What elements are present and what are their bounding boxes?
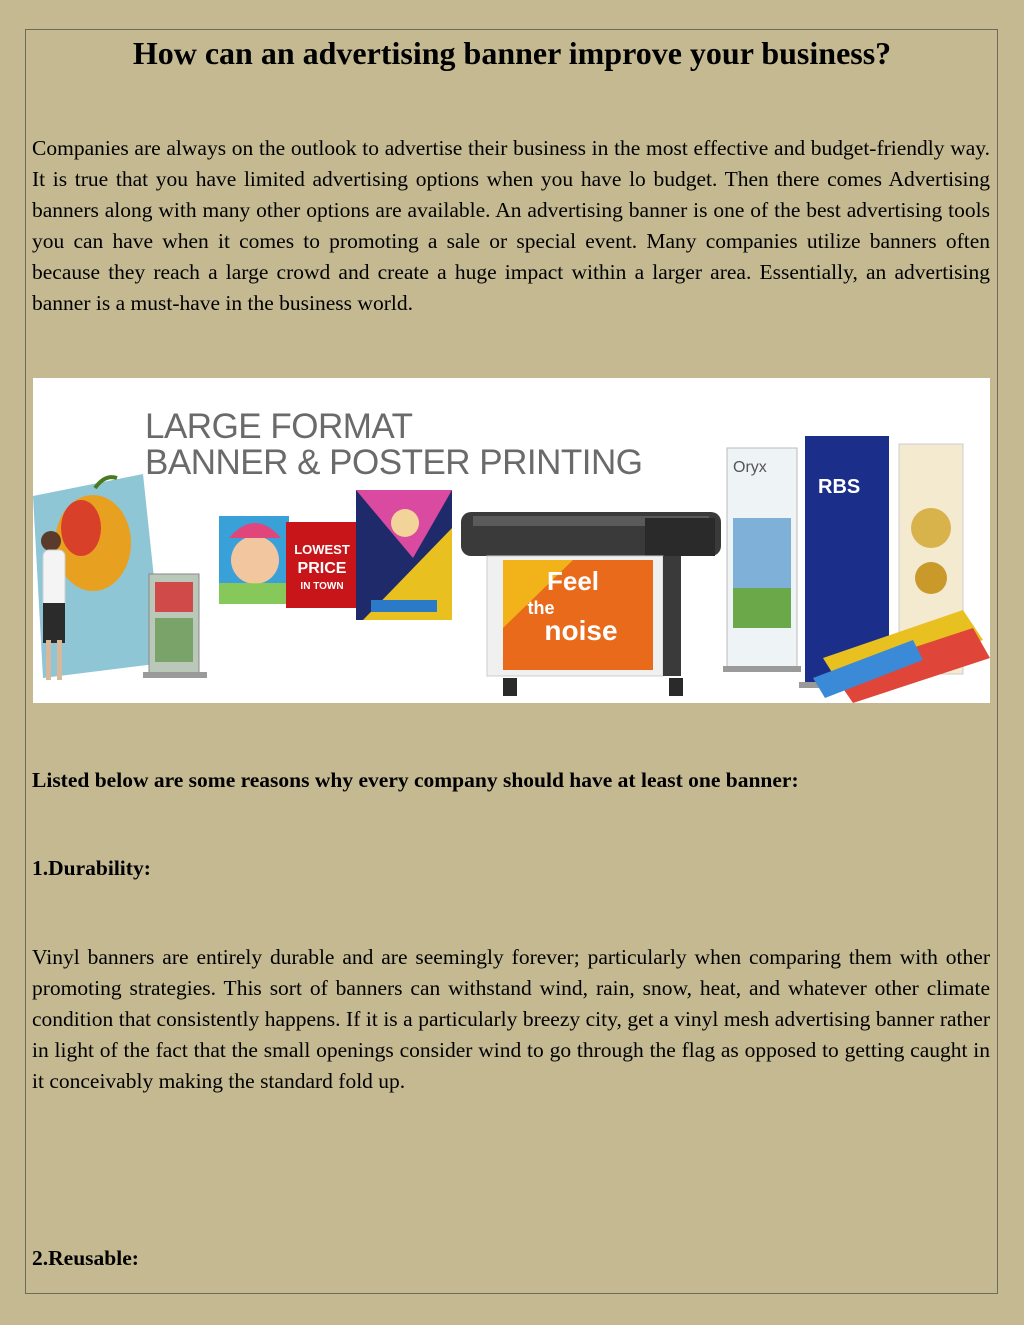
page-title: How can an advertising banner improve your business? (132, 35, 892, 71)
section-heading-reusable: 2.Reusable: (32, 1246, 139, 1270)
poster-red-line1: LOWEST (294, 542, 350, 557)
intro-paragraph: Companies are always on the outlook to advertise their business in the most effective and budget-friendly way. It is true that you have limited advertising options when you have lo budget. Then there comes Advertising banners along with many other options are available. An advertising banner is one of the best advertising tools you can have when it comes to promoting a sale or special event. Many companies utilize banners often because they reach a large crowd and create a huge impact within a larger area. Essentially, an advertising banner is a must-have in the business world. (32, 136, 990, 315)
section-heading-durability: 1.Durability: (32, 856, 151, 880)
rollup-rbs-label: RBS (818, 476, 861, 498)
reasons-intro: Listed below are some reasons why every company should have at least one banner: (32, 768, 799, 792)
printer-line2: the (527, 598, 555, 618)
section-body-durability: Vinyl banners are entirely durable and are seemingly forever; particularly when comparing them with other promoting strategies. This sort of banners can withstand wind, rain, snow, heat, and whatever other climate condition that consistently happens. If it is a particularly breezy city, get a vinyl mesh advertising banner rather in light of the fact that the small openings consider wind to go through the flag as opposed to getting caught in it conceivably making the standard fold up. (32, 945, 990, 1093)
printer-line1: Feel (546, 566, 600, 596)
small-rollup (143, 574, 207, 678)
party-poster (356, 490, 452, 620)
rollup-oryx-label: Oryx (733, 459, 767, 476)
banner-heading-line1: LARGE FORMAT (145, 407, 413, 446)
banner-image (33, 378, 990, 703)
banner-heading-line2: BANNER & POSTER PRINTING (145, 443, 643, 482)
printer-line3: noise (544, 615, 618, 646)
face-poster (219, 516, 289, 604)
lowest-price-poster (286, 522, 358, 608)
oryx-rollup (723, 448, 801, 672)
poster-red-line3: IN TOWN (300, 581, 344, 592)
poster-red-line2: PRICE (297, 560, 347, 577)
